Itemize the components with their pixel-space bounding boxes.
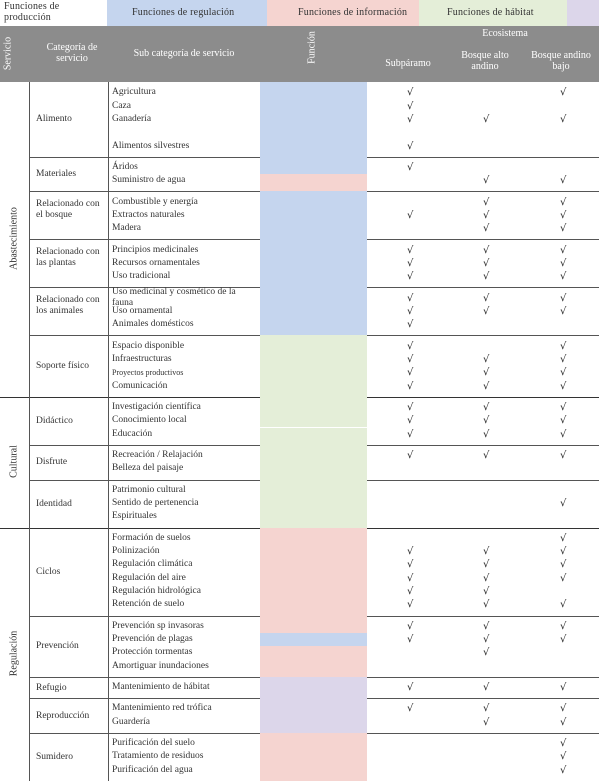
check-mark: √ bbox=[560, 87, 567, 99]
check-mark: √ bbox=[560, 620, 567, 632]
check-mark: √ bbox=[407, 113, 414, 125]
check-mark: √ bbox=[407, 271, 414, 283]
check-mark: √ bbox=[483, 415, 490, 427]
check-mark: √ bbox=[407, 87, 414, 99]
category-label: Relacionado con el bosque bbox=[36, 199, 100, 221]
legend-swatch-purple bbox=[567, 0, 599, 26]
check-mark: √ bbox=[560, 367, 567, 379]
subcategory-label: Combustible y energía bbox=[112, 196, 198, 207]
subcategory-label: Comunicación bbox=[112, 380, 168, 391]
function-band bbox=[260, 677, 367, 698]
check-mark: √ bbox=[483, 716, 490, 728]
function-band bbox=[260, 257, 367, 270]
subcategory-label: Proyectos productivos bbox=[112, 368, 184, 378]
subcategory-label: Sentido de pertenencia bbox=[112, 498, 199, 509]
category-label: Disfrute bbox=[36, 457, 68, 468]
function-band bbox=[260, 335, 367, 352]
check-mark: √ bbox=[560, 209, 567, 221]
subcategory-label: Amortiguar inundaciones bbox=[112, 660, 209, 671]
header-eco2: Bosque alto andino bbox=[461, 50, 509, 72]
function-band bbox=[260, 750, 367, 763]
check-mark: √ bbox=[407, 546, 414, 558]
check-mark: √ bbox=[407, 292, 414, 304]
function-band bbox=[260, 733, 367, 750]
function-band bbox=[260, 497, 367, 510]
check-mark: √ bbox=[483, 634, 490, 646]
function-band bbox=[260, 353, 367, 366]
subcategory-label: Recreación / Relajación bbox=[112, 450, 203, 460]
function-band bbox=[260, 698, 367, 715]
function-band bbox=[260, 528, 367, 545]
subcategory-label: Purificación del agua bbox=[112, 764, 193, 775]
check-mark: √ bbox=[483, 599, 490, 611]
legend-produccion: Funciones de producción bbox=[4, 1, 60, 23]
check-mark: √ bbox=[407, 319, 414, 331]
subcategory-label: Investigación científica bbox=[112, 401, 201, 412]
header-ecosistema: Ecosistema bbox=[482, 28, 528, 39]
category-label: Relacionado con las plantas bbox=[36, 247, 100, 269]
check-mark: √ bbox=[560, 113, 567, 125]
check-mark: √ bbox=[560, 498, 567, 510]
check-mark: √ bbox=[483, 175, 490, 187]
check-mark: √ bbox=[407, 599, 414, 611]
subcategory-label: Espirituales bbox=[112, 511, 157, 522]
function-band bbox=[260, 480, 367, 497]
function-band bbox=[260, 99, 367, 112]
legend-regulacion: Funciones de regulación bbox=[132, 7, 235, 18]
subcategory-label: Conocimiento local bbox=[112, 415, 187, 426]
check-mark: √ bbox=[483, 572, 490, 584]
function-band bbox=[260, 764, 367, 781]
legend-informacion: Funciones de información bbox=[298, 7, 408, 18]
category-label: Soporte físico bbox=[36, 361, 90, 372]
function-band bbox=[260, 222, 367, 239]
check-mark: √ bbox=[560, 764, 567, 776]
check-mark: √ bbox=[483, 401, 490, 413]
subcategory-label: Polinización bbox=[112, 546, 160, 557]
subcategory-label: Regulación climática bbox=[112, 559, 193, 570]
check-mark: √ bbox=[483, 292, 490, 304]
subcategory-label: Agricultura bbox=[112, 87, 156, 98]
check-mark: √ bbox=[560, 380, 567, 392]
function-band bbox=[260, 428, 367, 445]
check-mark: √ bbox=[560, 532, 567, 544]
check-mark: √ bbox=[483, 257, 490, 269]
check-mark: √ bbox=[483, 196, 490, 208]
function-band bbox=[260, 126, 367, 139]
check-mark: √ bbox=[560, 305, 567, 317]
subcategory-label: Espacio disponible bbox=[112, 340, 185, 351]
check-mark: √ bbox=[560, 559, 567, 571]
check-mark: √ bbox=[483, 209, 490, 221]
subcategory-label: Infraestructuras bbox=[112, 353, 172, 364]
subcategory-label: Principios medicinales bbox=[112, 244, 199, 255]
header-servicio: Servicio bbox=[2, 36, 14, 71]
function-band bbox=[260, 174, 367, 191]
subcategory-label: Extractos naturales bbox=[112, 209, 185, 220]
function-band bbox=[260, 510, 367, 527]
subcategory-label: Retención de suelo bbox=[112, 599, 185, 610]
check-mark: √ bbox=[560, 244, 567, 256]
check-mark: √ bbox=[483, 367, 490, 379]
subcategory-label: Áridos bbox=[112, 161, 138, 172]
check-mark: √ bbox=[407, 305, 414, 317]
subcategory-label: Purificación del suelo bbox=[112, 738, 195, 749]
subcategory-label: Suministro de agua bbox=[112, 175, 186, 186]
check-mark: √ bbox=[407, 353, 414, 365]
check-mark: √ bbox=[407, 428, 414, 440]
check-mark: √ bbox=[560, 257, 567, 269]
category-label: Relacionado con los animales bbox=[36, 295, 100, 317]
check-mark: √ bbox=[407, 209, 414, 221]
group-label: Regulación bbox=[8, 631, 20, 677]
function-band bbox=[260, 157, 367, 174]
check-mark: √ bbox=[560, 196, 567, 208]
subcategory-label: Regulación hidrológica bbox=[112, 586, 201, 597]
check-mark: √ bbox=[407, 559, 414, 571]
subcategory-label: Animales domésticos bbox=[112, 319, 194, 330]
check-mark: √ bbox=[407, 415, 414, 427]
check-mark: √ bbox=[560, 415, 567, 427]
check-mark: √ bbox=[407, 340, 414, 352]
subcategory-label: Patrimonio cultural bbox=[112, 484, 186, 495]
subcategory-label: Mantenimiento red trófica bbox=[112, 703, 212, 714]
category-label: Didáctico bbox=[36, 415, 73, 426]
check-mark: √ bbox=[560, 738, 567, 750]
subcategory-label: Uso ornamental bbox=[112, 305, 173, 316]
subcategory-label: Uso medicinal y cosmético de la fauna bbox=[112, 286, 236, 308]
function-band bbox=[260, 239, 367, 256]
check-mark: √ bbox=[407, 703, 414, 715]
function-band bbox=[260, 646, 367, 659]
check-mark: √ bbox=[560, 401, 567, 413]
check-mark: √ bbox=[407, 682, 414, 694]
subcategory-label: Tratamiento de residuos bbox=[112, 751, 204, 762]
check-mark: √ bbox=[407, 634, 414, 646]
check-mark: √ bbox=[483, 450, 490, 461]
function-band bbox=[260, 318, 367, 335]
check-mark: √ bbox=[407, 161, 414, 173]
category-label: Sumidero bbox=[36, 751, 73, 762]
function-band bbox=[260, 82, 367, 99]
header-subcategoria: Sub categoría de servicio bbox=[133, 48, 235, 59]
check-mark: √ bbox=[407, 244, 414, 256]
subcategory-label: Mantenimiento de hábitat bbox=[112, 682, 210, 693]
check-mark: √ bbox=[407, 140, 414, 152]
check-mark: √ bbox=[560, 340, 567, 352]
subcategory-label: Uso tradicional bbox=[112, 271, 171, 282]
function-band bbox=[260, 270, 367, 287]
function-band bbox=[260, 113, 367, 126]
check-mark: √ bbox=[407, 380, 414, 392]
table-header bbox=[0, 26, 599, 82]
function-band bbox=[260, 598, 367, 615]
header-eco1: Subpáramo bbox=[385, 58, 431, 69]
subcategory-label: Protección tormentas bbox=[112, 647, 193, 658]
check-mark: √ bbox=[483, 546, 490, 558]
check-mark: √ bbox=[560, 546, 567, 558]
check-mark: √ bbox=[483, 428, 490, 440]
group-label: Cultural bbox=[8, 445, 20, 479]
check-mark: √ bbox=[483, 305, 490, 317]
category-label: Reproducción bbox=[36, 710, 90, 721]
check-mark: √ bbox=[560, 353, 567, 365]
check-mark: √ bbox=[560, 175, 567, 187]
function-band bbox=[260, 572, 367, 585]
check-mark: √ bbox=[560, 292, 567, 304]
check-mark: √ bbox=[483, 559, 490, 571]
subcategory-label: Caza bbox=[112, 100, 131, 111]
function-band bbox=[260, 366, 367, 379]
table-body bbox=[0, 82, 599, 781]
category-label: Identidad bbox=[36, 498, 72, 509]
check-mark: √ bbox=[407, 450, 414, 461]
check-mark: √ bbox=[560, 703, 567, 715]
subcategory-label: Formación de suelos bbox=[112, 532, 191, 543]
check-mark: √ bbox=[407, 620, 414, 632]
function-band bbox=[260, 139, 367, 156]
subcategory-label: Ganadería bbox=[112, 113, 152, 124]
check-mark: √ bbox=[483, 647, 490, 659]
category-label: Materiales bbox=[36, 169, 77, 180]
check-mark: √ bbox=[407, 367, 414, 379]
legend-habitat: Funciones de hábitat bbox=[447, 7, 534, 18]
subcategory-label: Prevención de plagas bbox=[112, 634, 193, 645]
col-divider-categoria bbox=[108, 82, 109, 781]
check-mark: √ bbox=[560, 223, 567, 235]
check-mark: √ bbox=[483, 620, 490, 632]
category-label: Prevención bbox=[36, 641, 79, 652]
check-mark: √ bbox=[560, 428, 567, 440]
check-mark: √ bbox=[560, 599, 567, 611]
function-band bbox=[260, 462, 367, 479]
function-band bbox=[260, 616, 367, 633]
check-mark: √ bbox=[483, 586, 490, 598]
category-label: Alimento bbox=[36, 114, 72, 125]
function-band bbox=[260, 287, 367, 304]
check-mark: √ bbox=[560, 450, 567, 461]
check-mark: √ bbox=[483, 703, 490, 715]
category-label: Refugio bbox=[36, 682, 67, 693]
subcategory-label: Educación bbox=[112, 428, 153, 439]
check-mark: √ bbox=[483, 244, 490, 256]
subcategory-label: Guardería bbox=[112, 716, 150, 727]
function-band bbox=[260, 660, 367, 677]
function-band bbox=[260, 209, 367, 222]
subcategory-label: Recursos ornamentales bbox=[112, 257, 200, 268]
check-mark: √ bbox=[483, 223, 490, 235]
check-mark: √ bbox=[483, 380, 490, 392]
subcategory-label: Belleza del paisaje bbox=[112, 463, 184, 474]
header-eco3: Bosque andino bajo bbox=[531, 50, 591, 72]
check-mark: √ bbox=[407, 100, 414, 112]
group-label: Abastecimiento bbox=[8, 207, 20, 271]
function-band bbox=[260, 445, 367, 462]
function-band bbox=[260, 397, 367, 414]
function-band bbox=[260, 633, 367, 646]
check-mark: √ bbox=[407, 401, 414, 413]
function-band bbox=[260, 414, 367, 427]
check-mark: √ bbox=[483, 353, 490, 365]
function-band bbox=[260, 545, 367, 558]
check-mark: √ bbox=[560, 716, 567, 728]
subcategory-label: Prevención sp invasoras bbox=[112, 620, 204, 631]
check-mark: √ bbox=[560, 572, 567, 584]
subcategory-label: Alimentos silvestres bbox=[112, 140, 190, 151]
function-band bbox=[260, 585, 367, 598]
function-band bbox=[260, 716, 367, 733]
subcategory-label: Madera bbox=[112, 223, 142, 234]
function-band bbox=[260, 305, 367, 318]
header-categoria: Categoría de servicio bbox=[46, 42, 98, 64]
check-mark: √ bbox=[560, 682, 567, 694]
check-mark: √ bbox=[483, 682, 490, 694]
function-band bbox=[260, 558, 367, 571]
col-divider-servicio bbox=[29, 82, 30, 781]
check-mark: √ bbox=[407, 572, 414, 584]
header-funcion: Función bbox=[306, 31, 318, 64]
function-band bbox=[260, 191, 367, 208]
subcategory-label: Regulación del aire bbox=[112, 572, 186, 583]
function-band bbox=[260, 379, 367, 396]
check-mark: √ bbox=[483, 113, 490, 125]
check-mark: √ bbox=[560, 751, 567, 763]
check-mark: √ bbox=[483, 271, 490, 283]
category-label: Ciclos bbox=[36, 566, 61, 577]
check-mark: √ bbox=[560, 271, 567, 283]
legend bbox=[0, 0, 599, 26]
check-mark: √ bbox=[560, 634, 567, 646]
check-mark: √ bbox=[407, 257, 414, 269]
check-mark: √ bbox=[407, 586, 414, 598]
